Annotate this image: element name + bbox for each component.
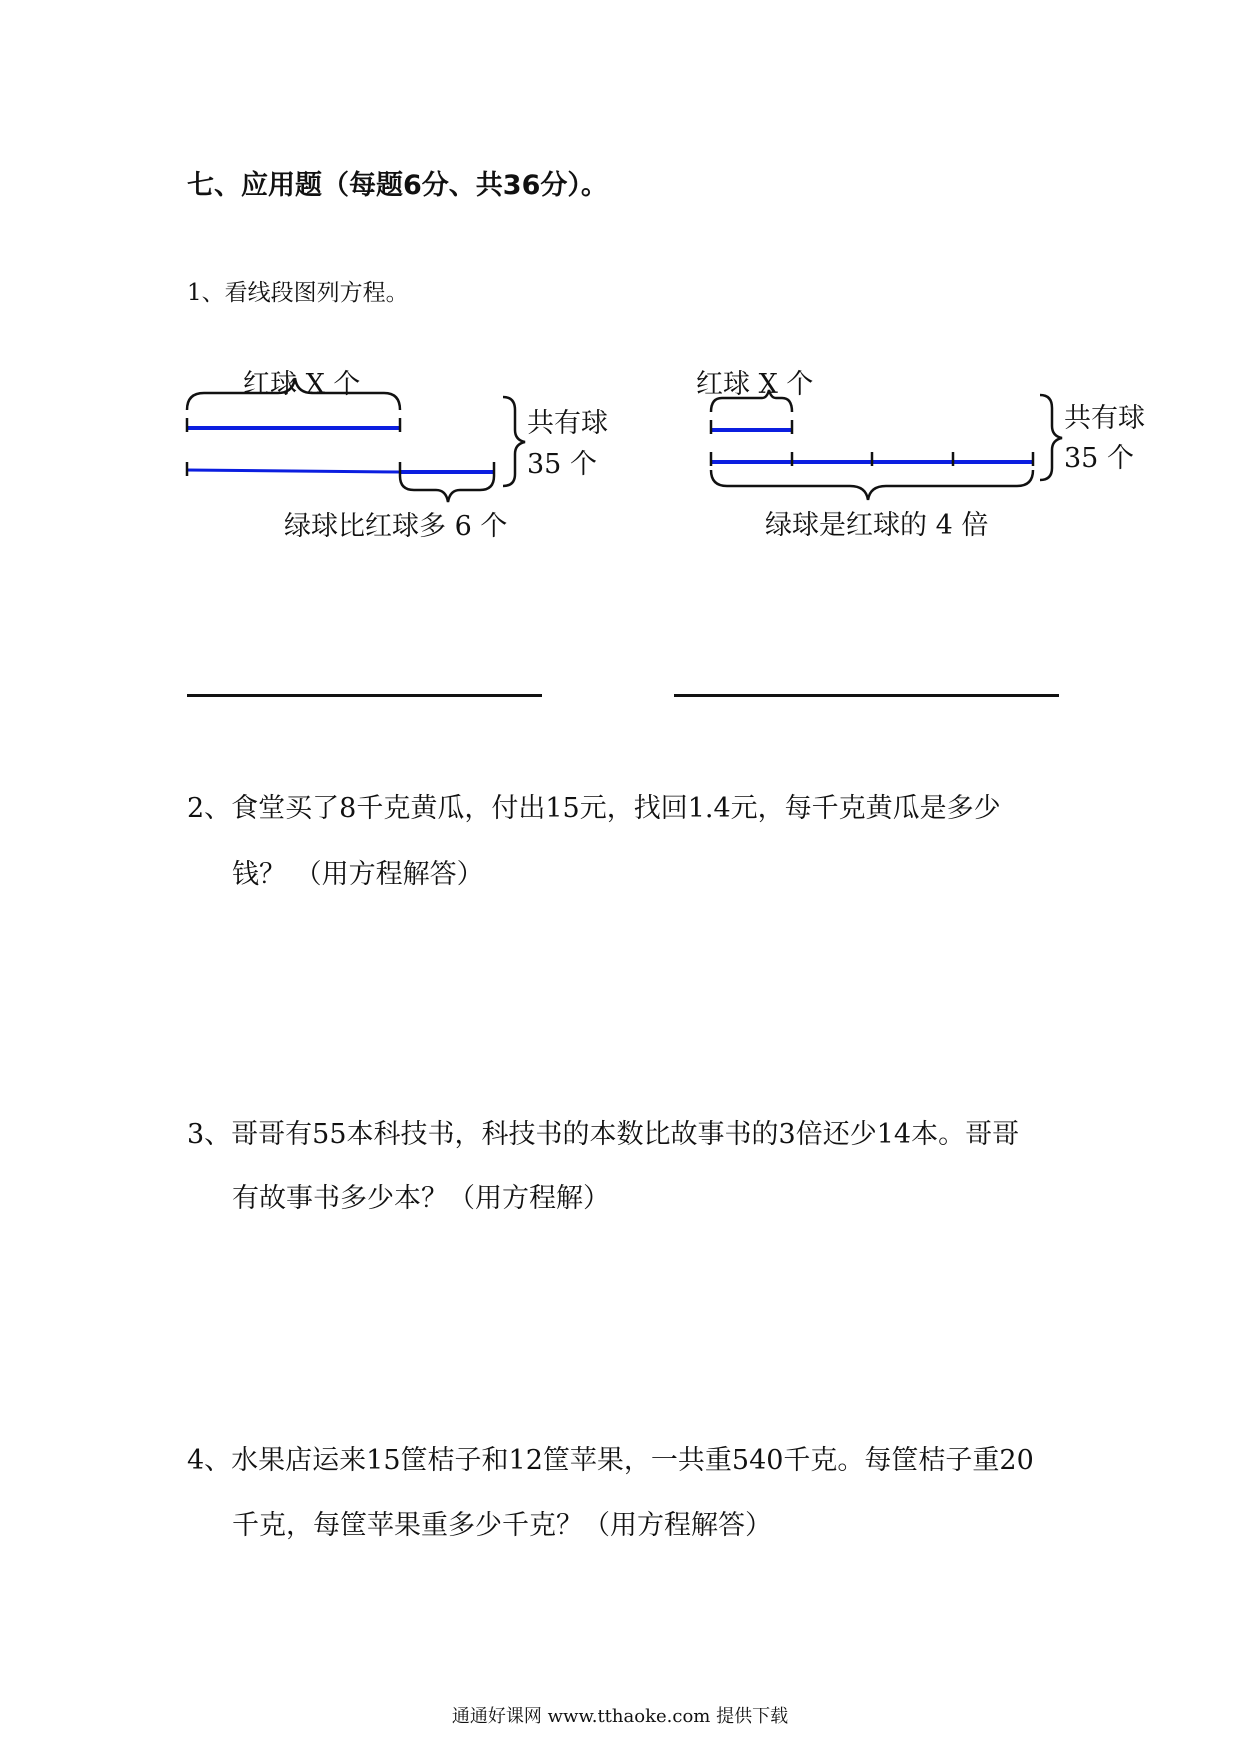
left-green-segment-black bbox=[187, 470, 400, 472]
footer-credit: 通通好课网 www.tthaoke.com 提供下载 bbox=[451, 1706, 789, 1727]
left-red-label: 红球 X 个 bbox=[243, 369, 361, 400]
question-4-line2: 千克，每筐苹果重多少千克？（用方程解答） bbox=[232, 1510, 772, 1541]
left-total-label-2: 35 个 bbox=[527, 449, 597, 480]
question-3-line1: 3、哥哥有55本科技书，科技书的本数比故事书的3倍还少14本。哥哥 bbox=[187, 1119, 1020, 1150]
left-total-brace bbox=[503, 397, 525, 486]
question-2-line2: 钱？ （用方程解答） bbox=[232, 859, 484, 890]
question-3-line2: 有故事书多少本？（用方程解） bbox=[232, 1183, 610, 1214]
answer-line-right bbox=[674, 694, 1059, 697]
question-1-text: 1、看线段图列方程。 bbox=[187, 280, 409, 306]
right-total-label-2: 35 个 bbox=[1064, 443, 1134, 474]
right-red-label: 红球 X 个 bbox=[696, 369, 814, 400]
right-total-brace bbox=[1040, 395, 1062, 480]
left-bottom-label: 绿球比红球多 6 个 bbox=[284, 511, 508, 542]
right-green-brace bbox=[711, 470, 1033, 500]
left-total-label-1: 共有球 bbox=[527, 408, 608, 439]
right-bottom-label: 绿球是红球的 4 倍 bbox=[765, 510, 989, 541]
right-total-label-1: 共有球 bbox=[1064, 403, 1145, 434]
section-title: 七、应用题（每题6分、共36分）。 bbox=[187, 170, 608, 201]
right-line-diagram bbox=[711, 390, 1062, 500]
question-4-line1: 4、水果店运来15筐桔子和12筐苹果，一共重540千克。每筐桔子重20 bbox=[187, 1445, 1034, 1476]
left-extra-brace bbox=[400, 476, 494, 502]
answer-line-left bbox=[187, 694, 542, 697]
question-2-line1: 2、食堂买了8千克黄瓜，付出15元，找回1.4元，每千克黄瓜是多少 bbox=[187, 793, 1001, 824]
